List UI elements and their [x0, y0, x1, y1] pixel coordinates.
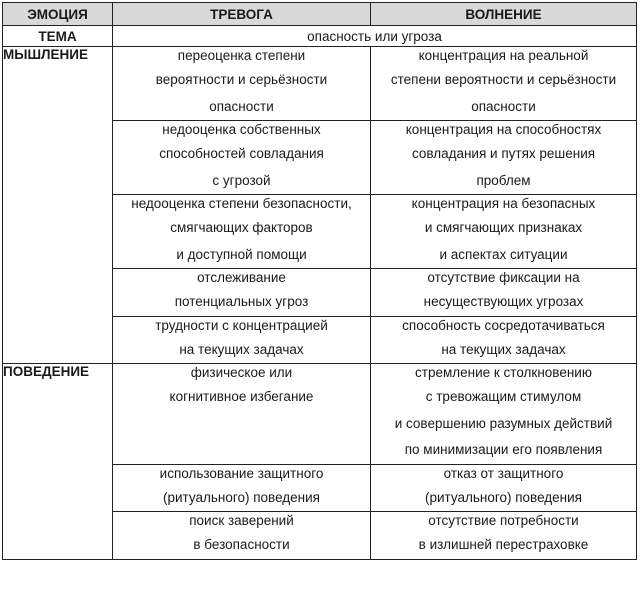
cell-text-line: потенциальных угроз: [174, 294, 309, 309]
cell-text-line: и смягчающих признаках: [424, 220, 583, 235]
cell-text-line: отсутствие потребности: [428, 513, 579, 528]
worry-cell: [371, 464, 637, 512]
cell-text-line: по минимизации его появления: [404, 442, 603, 457]
cell-text-line: концентрация на безопасных: [411, 196, 596, 211]
anxiety-cell: [113, 47, 371, 121]
cell-text-line: смягчающих факторов: [170, 220, 313, 235]
cell-text-line: недооценка степени безопасности,: [131, 196, 352, 211]
cell-text-line: проблем: [476, 172, 531, 188]
cell-text-line: отсутствие фиксации на: [427, 270, 580, 285]
worry-cell: [371, 364, 637, 465]
header-emotion: ЭМОЦИЯ: [3, 3, 113, 26]
cell-text-line: и аспектах ситуации: [439, 246, 568, 262]
emotion-comparison-table: [2, 2, 637, 560]
header-worry: ВОЛНЕНИЕ: [371, 3, 637, 26]
anxiety-cell: [113, 195, 371, 269]
cell-text-line: и совершению разумных действий: [394, 415, 613, 431]
table-body: [3, 26, 637, 560]
worry-cell: [371, 512, 637, 560]
cell-text-line: когнитивное избегание: [169, 389, 314, 404]
theme-label: ТЕМА: [3, 26, 113, 47]
cell-text-line: физическое или: [190, 365, 293, 380]
cell-text-line: недооценка собственных: [162, 122, 321, 137]
worry-cell: [371, 121, 637, 195]
worry-cell: [371, 316, 637, 364]
anxiety-cell: [113, 464, 371, 512]
cell-text-line: способностей совладания: [159, 146, 324, 161]
anxiety-cell: [113, 269, 371, 317]
cell-text-line: и доступной помощи: [176, 246, 307, 262]
cell-text-line: концентрация на способностях: [405, 122, 602, 137]
cell-text-line: вероятности и серьёзности: [155, 72, 328, 87]
cell-text-line: в излишней перестраховке: [418, 537, 589, 552]
cell-text-line: опасности: [209, 98, 274, 114]
anxiety-cell: [113, 512, 371, 560]
cell-text-line: (ритуального) поведения: [425, 489, 582, 505]
table-row: [3, 47, 637, 121]
section-label: МЫШЛЕНИЕ: [3, 47, 113, 364]
cell-text-line: отказ от защитного: [443, 465, 564, 481]
header-row: [3, 3, 637, 26]
table-row: [3, 364, 637, 465]
section-label: ПОВЕДЕНИЕ: [3, 364, 113, 560]
cell-text-line: несуществующих угрозах: [423, 294, 584, 309]
worry-cell: [371, 269, 637, 317]
anxiety-cell: [113, 364, 371, 465]
cell-text-line: с тревожащим стимулом: [425, 389, 582, 404]
theme-value: опасность или угроза: [113, 26, 637, 47]
theme-row: [3, 26, 637, 47]
anxiety-cell: [113, 316, 371, 364]
cell-text-line: способность сосредотачиваться: [402, 317, 605, 333]
cell-text-line: в безопасности: [193, 537, 290, 552]
cell-text-line: (ритуального) поведения: [163, 489, 320, 505]
cell-text-line: поиск заверений: [189, 513, 294, 528]
cell-text-line: опасности: [471, 98, 536, 114]
worry-cell: [371, 195, 637, 269]
cell-text-line: стремление к столкновению: [415, 365, 592, 380]
worry-cell: [371, 47, 637, 121]
cell-text-line: на текущих задачах: [441, 341, 566, 357]
cell-text-line: концентрация на реальной: [418, 48, 589, 63]
header-anxiety: ТРЕВОГА: [113, 3, 371, 26]
cell-text-line: использование защитного: [159, 465, 324, 481]
cell-text-line: степени вероятности и серьёзности: [390, 72, 617, 87]
cell-text-line: на текущих задачах: [179, 341, 304, 357]
anxiety-cell: [113, 121, 371, 195]
cell-text-line: совладания и путях решения: [411, 146, 596, 161]
cell-text-line: трудности с концентрацией: [155, 317, 328, 333]
cell-text-line: переоценка степени: [177, 48, 306, 63]
cell-text-line: отслеживание: [197, 270, 286, 285]
cell-text-line: с угрозой: [212, 172, 271, 188]
